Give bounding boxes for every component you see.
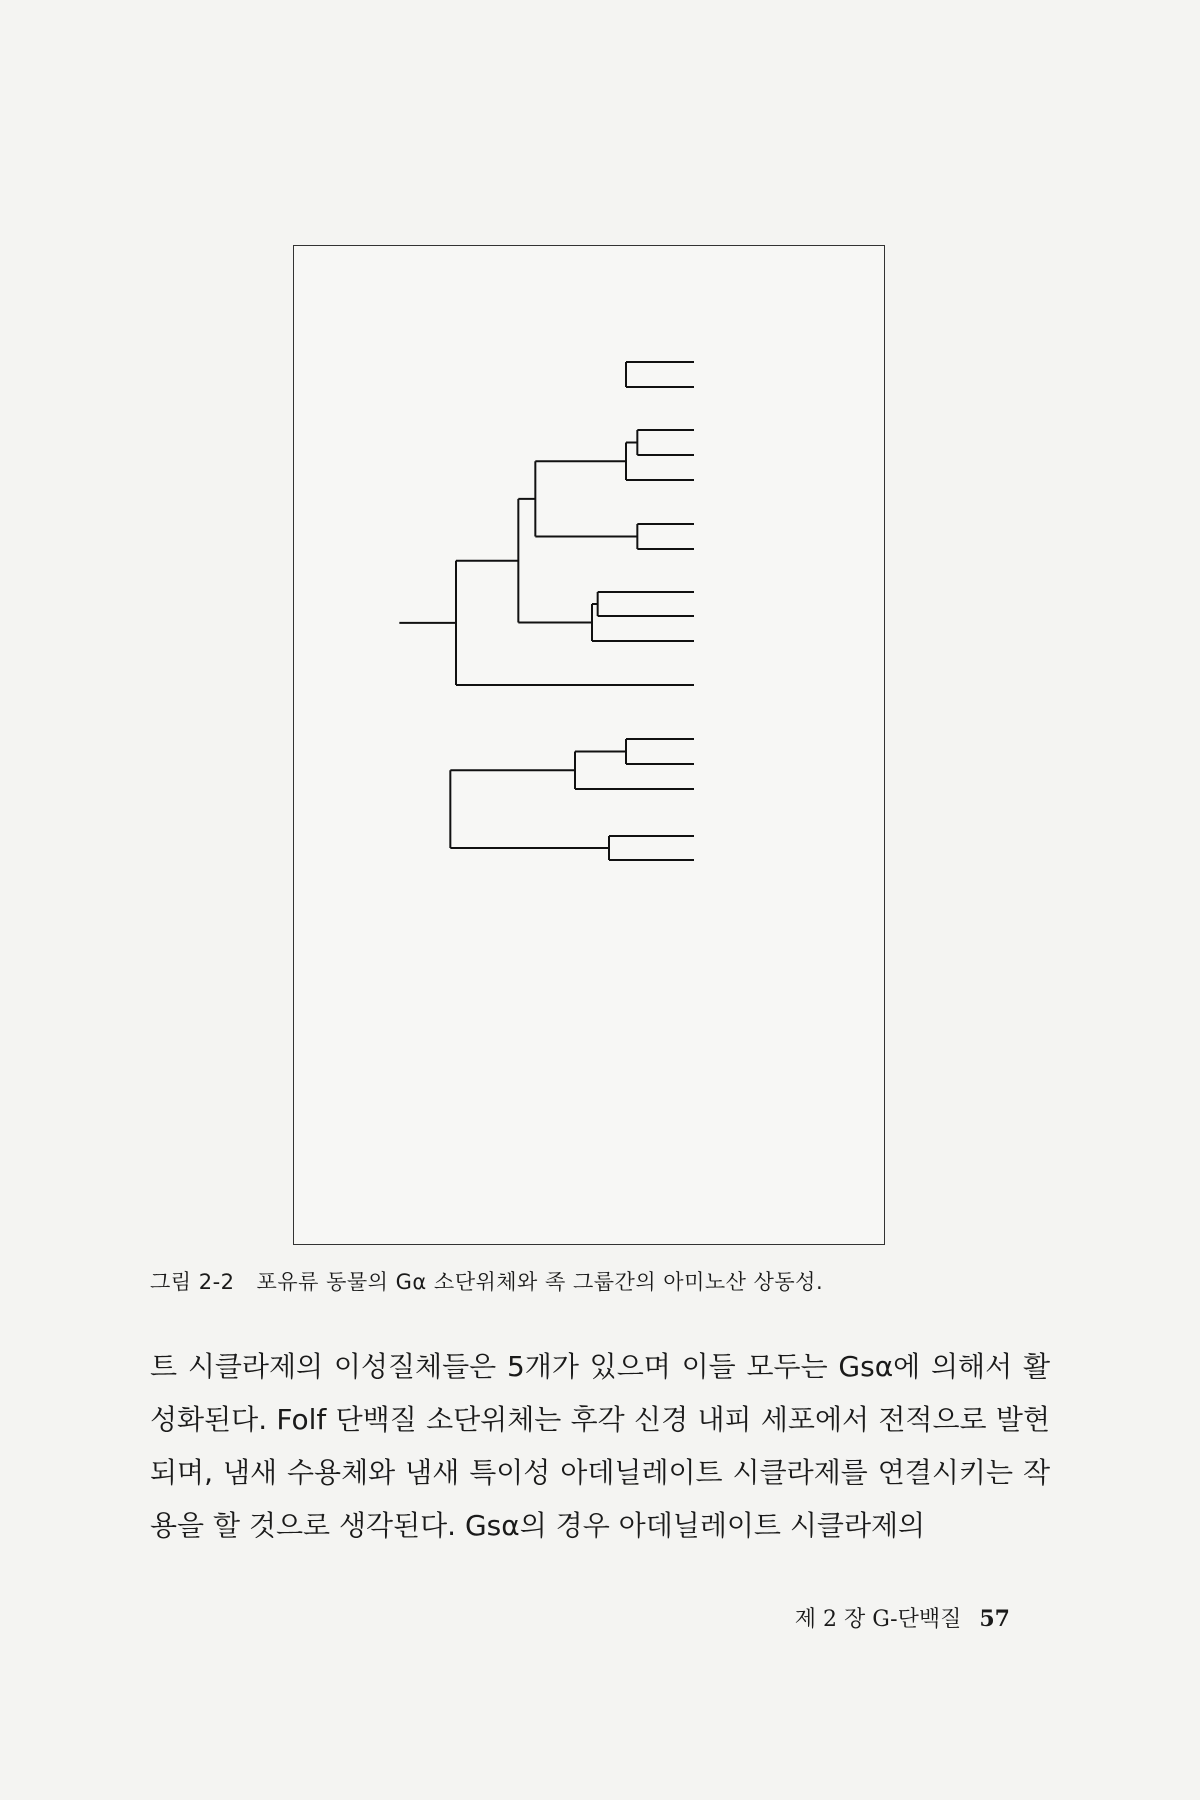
dendrogram-chart [294,246,886,1246]
body-text [150,1340,1050,1552]
figure-frame [293,245,885,1245]
page-footer [795,1602,1010,1633]
page-number: 57 [979,1606,1010,1632]
body-paragraph: 트 시클라제의 이성질체들은 5개가 있으며 이들 모두는 Gsα에 의해서 활성화된다. Folf 단백질 소단위체는 후각 신경 내피 세포에서 전적으로 발현되며, 냄새 수용체와 냄새 특이성 아데닐레이트 시클라제를 연결시키는 작용을 할 것으로 생각된다. Gsα의 경우 아데닐레이트 시클라제의 [150,1350,1050,1542]
figure-caption [150,1266,1070,1296]
caption-number: 그림 2-2 [150,1270,235,1294]
chapter-title: 제 2 장 G-단백질 [794,1607,962,1632]
caption-text: 포유류 동물의 Gα 소단위체와 족 그룹간의 아미노산 상동성. [256,1270,824,1294]
